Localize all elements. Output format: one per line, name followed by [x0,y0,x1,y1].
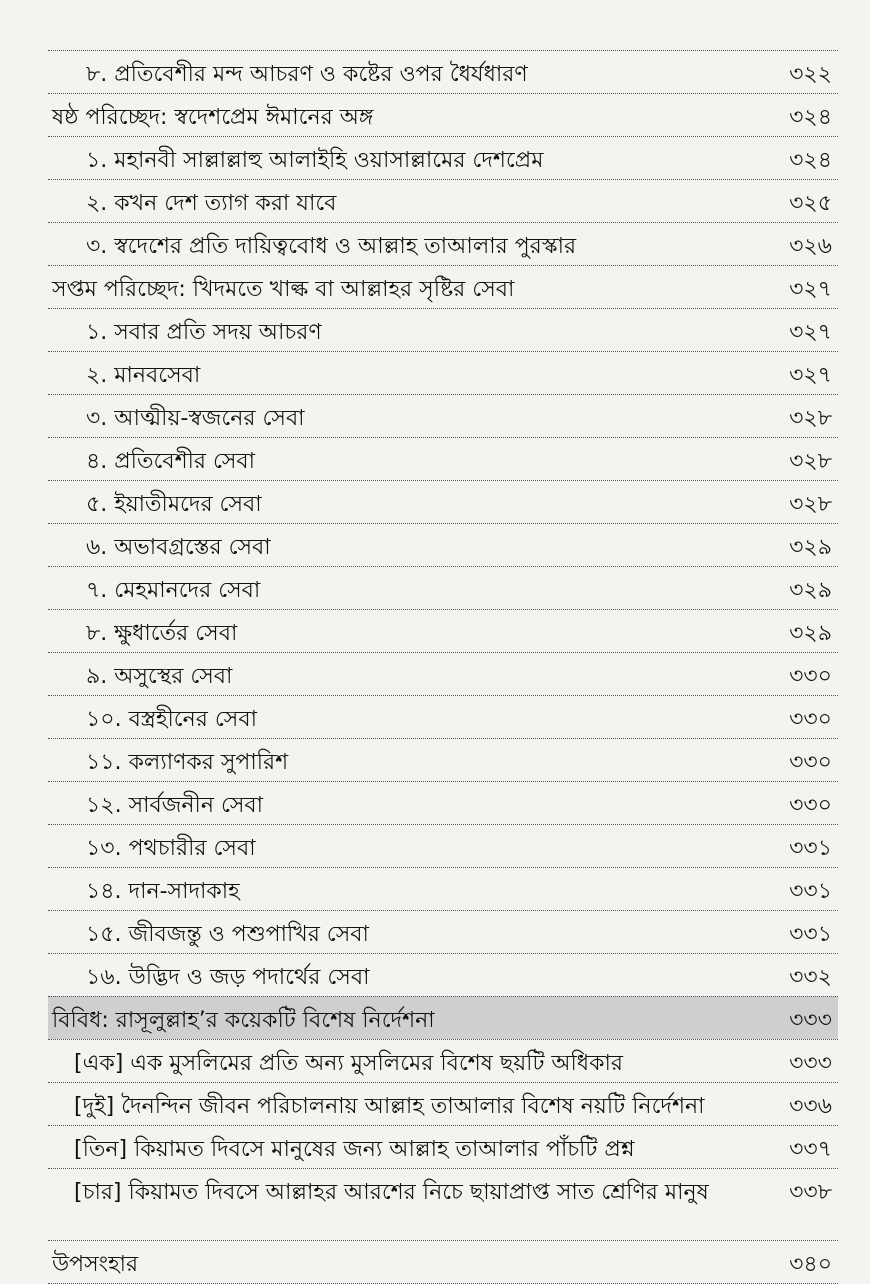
toc-page-number: ৩৩১ [789,922,832,947]
toc-entry-row [48,437,838,480]
toc-entry-row [48,824,838,867]
toc-page-number: ৩২৯ [789,621,832,646]
toc-entry-row [48,351,838,394]
toc-entry-label: ৬. অভাবগ্রস্তের সেবা [86,535,271,560]
toc-page-number: ৩২৪ [789,148,832,173]
toc-page-number: ৩৩০ [789,664,832,689]
toc-section-row [48,265,838,308]
toc-entry-label: বিবিধ: রাসূলুল্লাহ’র কয়েকটি বিশেষ নির্দেশনা [52,1008,435,1033]
toc-entry-label: ৮. প্রতিবেশীর মন্দ আচরণ ও কষ্টের ওপর ধৈর্যধারণ [86,62,528,87]
toc-page-number: ৩২৪ [789,105,832,130]
toc-entry-label: ১৪. দান-সাদাকাহ [86,879,240,904]
toc-entry-row [48,1168,838,1240]
toc-page-number: ৩৩০ [789,750,832,775]
toc-entry-label: ষষ্ঠ পরিচ্ছেদ: স্বদেশপ্রেম ঈমানের অঙ্গ [52,105,374,130]
toc-section-row [48,93,838,136]
table-of-contents [48,50,838,1284]
toc-section-row [48,996,838,1039]
toc-entry-label: ১৫. জীবজন্তু ও পশুপাখির সেবা [86,922,369,947]
toc-entry-row [48,50,838,93]
toc-page-number: ৩৩৩ [789,1008,832,1033]
toc-entry-label: ৫. ইয়াতীমদের সেবা [86,492,262,517]
toc-entry-label: সপ্তম পরিচ্ছেদ: খিদমতে খাল্ক বা আল্লাহর সৃষ্টির সেবা [52,277,515,302]
toc-entry-label: ৭. মেহমানদের সেবা [86,578,261,603]
toc-page-number: ৩৩০ [789,793,832,818]
toc-page-number: ৩২৯ [789,578,832,603]
toc-page-number: ৩৩৩ [789,1051,832,1076]
toc-entry-row [48,652,838,695]
toc-entry-row [48,1125,838,1168]
toc-page-number: ৩৪০ [789,1252,832,1277]
toc-page-number: ৩৩৮ [789,1180,832,1205]
toc-page-number: ৩৩৬ [789,1094,832,1119]
toc-entry-row [48,308,838,351]
toc-page-number: ৩২৭ [789,363,832,388]
toc-entry-row [48,781,838,824]
toc-entry-label: ৮. ক্ষুধার্তের সেবা [86,621,238,646]
toc-entry-label: ২. মানবসেবা [86,363,201,388]
toc-entry-row [48,1082,838,1125]
toc-entry-row [48,695,838,738]
toc-entry-row [48,136,838,179]
toc-entry-row [48,910,838,953]
toc-page-number: ৩২৭ [789,277,832,302]
toc-page-number: ৩৩৭ [789,1137,832,1162]
toc-entry-label: ২. কখন দেশ ত্যাগ করা যাবে [86,191,337,216]
toc-entry-label: ৩. আত্মীয়-স্বজনের সেবা [86,406,305,431]
toc-entry-label: ১২. সার্বজনীন সেবা [86,793,264,818]
toc-entry-row [48,738,838,781]
toc-section-row [48,1240,838,1284]
toc-page-number: ৩২৮ [789,449,832,474]
toc-entry-row [48,566,838,609]
toc-entry-label: ৪. প্রতিবেশীর সেবা [86,449,256,474]
toc-entry-row [48,523,838,566]
toc-page-number: ৩২৮ [789,492,832,517]
toc-entry-row [48,480,838,523]
toc-entry-label: [দুই] দৈনন্দিন জীবন পরিচালনায় আল্লাহ তাআলার বিশেষ নয়টি নির্দেশনা [74,1094,705,1119]
toc-entry-row [48,1039,838,1082]
toc-entry-label: ৯. অসুস্থের সেবা [86,664,233,689]
toc-entry-row [48,867,838,910]
toc-entry-row [48,953,838,996]
toc-entry-label: ১১. কল্যাণকর সুপারিশ [86,750,289,775]
toc-page-number: ৩২৯ [789,535,832,560]
toc-entry-label: [এক] এক মুসলিমের প্রতি অন্য মুসলিমের বিশেষ ছয়টি অধিকার [74,1051,623,1076]
toc-entry-row [48,222,838,265]
toc-entry-label: [তিন] কিয়ামত দিবসে মানুষের জন্য আল্লাহ তাআলার পাঁচটি প্রশ্ন [74,1137,635,1162]
toc-page-number: ৩৩২ [789,965,832,990]
toc-page-number: ৩২৬ [789,234,832,259]
toc-entry-label: ৩. স্বদেশের প্রতি দায়িত্ববোধ ও আল্লাহ তাআলার পুরস্কার [86,234,577,259]
toc-entry-label: ১০. বস্ত্রহীনের সেবা [86,707,257,732]
toc-entry-row [48,179,838,222]
toc-entry-label: ১৬. উদ্ভিদ ও জড় পদার্থের সেবা [86,965,370,990]
toc-page-number: ৩৩১ [789,879,832,904]
toc-page-number: ৩২২ [789,62,832,87]
toc-page-number: ৩৩০ [789,707,832,732]
toc-entry-label: উপসংহার [52,1252,139,1277]
toc-page-number: ৩২৮ [789,406,832,431]
toc-entry-row [48,609,838,652]
toc-page-number: ৩২৫ [789,191,832,216]
toc-entry-label: [চার] কিয়ামত দিবসে আল্লাহর আরশের নিচে ছায়াপ্রাপ্ত সাত শ্রেণির মানুষ [74,1180,709,1205]
toc-page-number: ৩৩১ [789,836,832,861]
toc-entry-label: ১৩. পথচারীর সেবা [86,836,256,861]
toc-page-number: ৩২৭ [789,320,832,345]
toc-entry-label: ১. সবার প্রতি সদয় আচরণ [86,320,322,345]
toc-entry-row [48,394,838,437]
toc-entry-label: ১. মহানবী সাল্লাল্লাহু আলাইহি ওয়াসাল্লামের দেশপ্রেম [86,148,544,173]
